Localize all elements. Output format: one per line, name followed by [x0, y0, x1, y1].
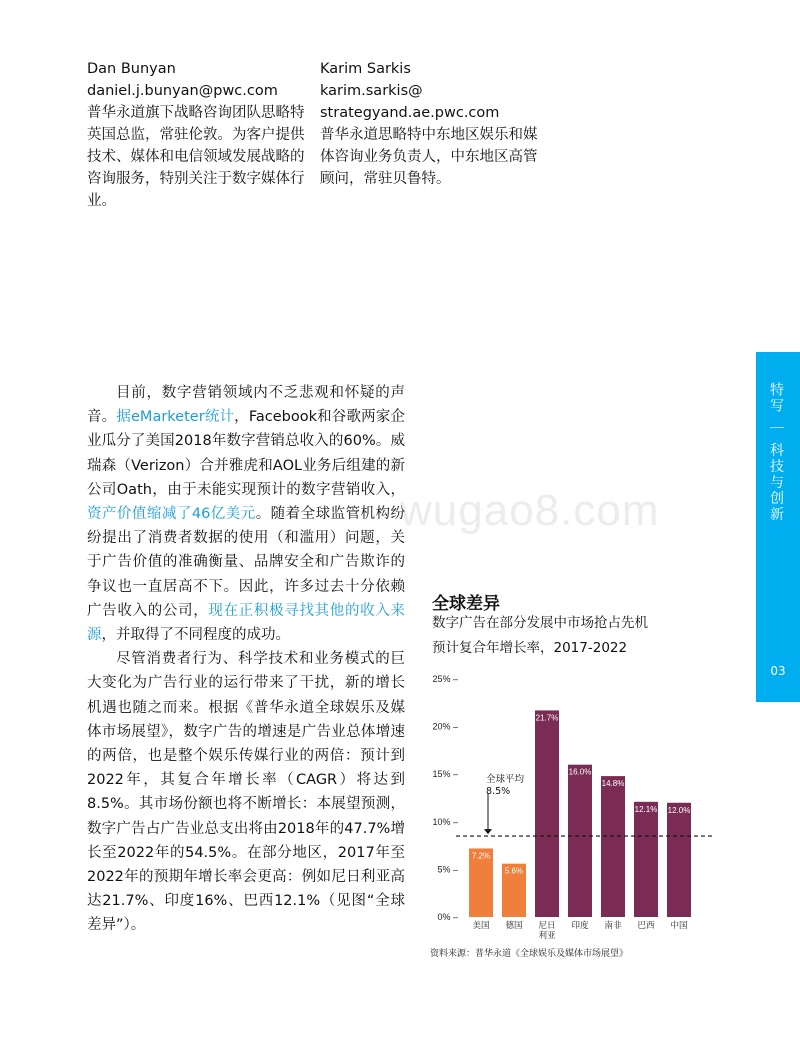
- bar-value-label: 5.6%: [504, 866, 524, 876]
- y-tick-label: 10% –: [432, 816, 458, 827]
- x-tick-label: 尼日: [538, 921, 556, 931]
- y-tick-label: 15% –: [432, 769, 458, 780]
- bar-chart: [420, 665, 720, 945]
- author-karim-sarkis: [320, 58, 550, 190]
- bar-value-label: 12.1%: [634, 804, 658, 814]
- author-bio: 普华永道思略特中东地区娱乐和媒体咨询业务负责人，中东地区高管顾问，常驻贝鲁特。: [320, 127, 538, 187]
- body-text-run: 目前，数字营销领域内不乏悲观和怀疑的声音。: [87, 385, 405, 426]
- bar-3: [568, 765, 592, 917]
- chart-title: 全球差异: [432, 594, 500, 614]
- bar-value-label: 7.2%: [471, 851, 491, 861]
- bar-value-label: 16.0%: [568, 767, 592, 777]
- global-average-label: 全球平均: [486, 774, 525, 785]
- body-text-run: 。随着全球监管机构纷纷提出了消费者数据的使用（和滥用）问题，关于广告价值的准确衡量、品牌安全和广告欺诈的争议也一直居高不下。因此，许多过去十分依赖广告收入的公司，: [87, 506, 405, 619]
- x-tick-label: 巴西: [637, 921, 655, 931]
- y-tick-label: 0% –: [437, 912, 458, 922]
- chart-measure-label: 预计复合年增长率，2017-2022: [432, 640, 628, 656]
- bar-value-label: 12.0%: [667, 805, 691, 815]
- body-text-run: ，Facebook和谷歌两家企业瓜分了美国2018年数字营销总收入的60%。威瑞森（Verizon）合并雅虎和AOL业务后组建的新公司Oath，由于未能实现预计的数字营销收入，: [87, 409, 405, 498]
- x-tick-label: 中国: [670, 921, 688, 931]
- body-paragraph: [87, 381, 405, 647]
- section-label: 特写 ｜ 科技与创新: [768, 382, 784, 523]
- article-body: [87, 381, 405, 938]
- x-tick-label: 美国: [472, 921, 490, 931]
- global-average-label: 8.5%: [486, 786, 511, 797]
- bar-value-label: 21.7%: [535, 713, 559, 723]
- bar-2: [535, 710, 559, 917]
- x-tick-label: 印度: [571, 921, 589, 931]
- author-email[interactable]: daniel.j.bunyan@pwc.com: [87, 83, 278, 99]
- y-tick-label: 5% –: [437, 864, 458, 875]
- body-text-run: 尽管消费者行为、科学技术和业务模式的巨大变化为广告行业的运行带来了干扰，新的增长机遇也随之而来。根据《普华永道全球娱乐及媒体市场展望》，数字广告的增速是广告业总体增速的两倍，也是整个娱乐传媒行业的两倍：预计到2022年，其复合年增长率（CAGR）将达到8.5%。其市场份额也将不断增长：本展望预测，数字广告占广告业总支出将由2018年的47.7%增长至2022年的54.5%。在部分地区，2017年至2022年的预期年增长率会更高：例如尼日利亚高达21.7%、印度16%、巴西12.1%（见图“全球差异”）。: [87, 651, 405, 934]
- author-name: Dan Bunyan: [87, 61, 176, 77]
- watermark: wugao8.com: [400, 486, 660, 535]
- body-text-run: ，并取得了不同程度的成功。: [101, 627, 290, 644]
- page-number: 03: [770, 664, 786, 678]
- global-average-arrowhead: [484, 829, 492, 834]
- y-tick-label: 25% –: [432, 674, 458, 684]
- body-paragraph: [87, 647, 405, 937]
- author-dan-bunyan: [87, 58, 312, 212]
- inline-link[interactable]: 据eMarketer统计: [116, 409, 235, 426]
- author-email-line-1[interactable]: karim.sarkis@: [320, 83, 423, 99]
- author-email-line-2[interactable]: strategyand.ae.pwc.com: [320, 105, 500, 121]
- author-bio: 普华永道旗下战略咨询团队思略特英国总监，常驻伦敦。为客户提供技术、媒体和电信领域发展战略的咨询服务，特别关注于数字媒体行业。: [87, 105, 305, 209]
- inline-link[interactable]: 资产价值缩减了46亿美元: [87, 506, 256, 523]
- bar-4: [601, 776, 625, 917]
- x-tick-label: 南非: [604, 921, 622, 931]
- bar-5: [634, 802, 658, 917]
- inline-link[interactable]: 现在正积极寻找其他的收入来源: [87, 602, 406, 644]
- author-name: Karim Sarkis: [320, 61, 411, 77]
- section-side-tab: [756, 352, 800, 702]
- chart-subtitle: 数字广告在部分发展中市场抢占先机: [432, 615, 648, 631]
- chart-source: 资料来源：普华永道《全球娱乐及媒体市场展望》: [430, 949, 629, 959]
- x-tick-label: 德国: [505, 921, 523, 931]
- bar-6: [667, 803, 691, 917]
- bar-value-label: 14.8%: [601, 779, 625, 789]
- x-tick-label: 利亚: [538, 931, 556, 941]
- y-tick-label: 20% –: [432, 721, 458, 732]
